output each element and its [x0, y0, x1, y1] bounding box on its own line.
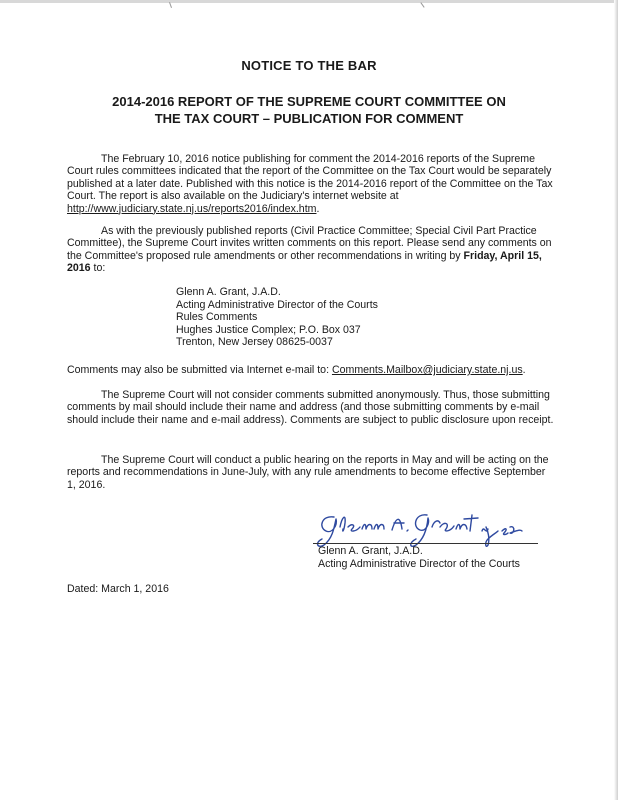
scan-edge-top [0, 0, 618, 3]
paragraph-hearing-text: The Supreme Court will conduct a public hearing on the reports in May and will be acting on the reports and recommendations in June-July, with any rule amendments to become effective September 1, 2016. [67, 454, 549, 491]
report-title [70, 93, 548, 127]
signatory-name: Glenn A. Grant, J.A.D. [318, 545, 423, 557]
paragraph-invitation-text: As with the previously published reports (Civil Practice Committee; Special Civil Part Practice Committee), the Supreme Court invites written comments on this report. Please send any comments on the Committee's proposed rule amendments or other recommendations in writing by [67, 225, 552, 262]
paragraph-publication [67, 153, 555, 215]
notice-title: NOTICE TO THE BAR [241, 58, 377, 73]
paragraph-invitation [67, 225, 555, 275]
signatory-title: Acting Administrative Director of the Courts [318, 557, 520, 570]
signature-block [318, 545, 520, 570]
signature-rule [313, 543, 538, 544]
paragraph-hearing [67, 454, 555, 491]
email-link[interactable]: Comments.Mailbox@judiciary.state.nj.us [331, 364, 523, 376]
punctuation: . [316, 202, 320, 215]
report-title-line-2: THE TAX COURT – PUBLICATION FOR COMMENT [154, 111, 464, 126]
paragraph-anonymous [67, 389, 555, 426]
email-prefix: Comments may also be submitted via Internet e-mail to: [67, 364, 332, 376]
paragraph-publication-text: The February 10, 2016 notice publishing for comment the 2014-2016 reports of the Supreme Court rules committees indicated that the report of the Committee on the Tax Court would be separately published at a later date. Published with this notice is the 2014-2016 report of the Committee on the Tax Court. The report is also available on the Judiciary's internet website at [67, 153, 553, 203]
scan-mark [420, 2, 424, 7]
paragraph-anonymous-text: The Supreme Court will not consider comments submitted anonymously. Thus, those submitting comments by mail should include their name and address (and those submitting comments by e-mail should include their name and e-mail address). Comments are subject to public disclosure upon receipt. [67, 389, 554, 426]
report-link[interactable]: http://www.judiciary.state.nj.us/reports2016/index.htm [67, 202, 317, 215]
email-submission-line [67, 364, 577, 376]
punctuation: . [522, 364, 526, 376]
dated-line: Dated: March 1, 2016 [67, 583, 169, 595]
punctuation: to: [90, 262, 106, 275]
address-line: Glenn A. Grant, J.A.D. [176, 286, 281, 298]
scan-edge-right [614, 0, 618, 800]
address-line: Acting Administrative Director of the Courts [176, 298, 378, 311]
address-line: Trenton, New Jersey 08625-0037 [176, 336, 333, 349]
report-title-line-1: 2014-2016 REPORT OF THE SUPREME COURT COMMITTEE ON [112, 94, 506, 109]
address-line: Rules Comments [176, 311, 258, 324]
address-line: Hughes Justice Complex; P.O. Box 037 [176, 323, 361, 336]
mailing-address [176, 286, 378, 349]
comment-deadline: Friday, April 15, 2016 [67, 249, 542, 275]
